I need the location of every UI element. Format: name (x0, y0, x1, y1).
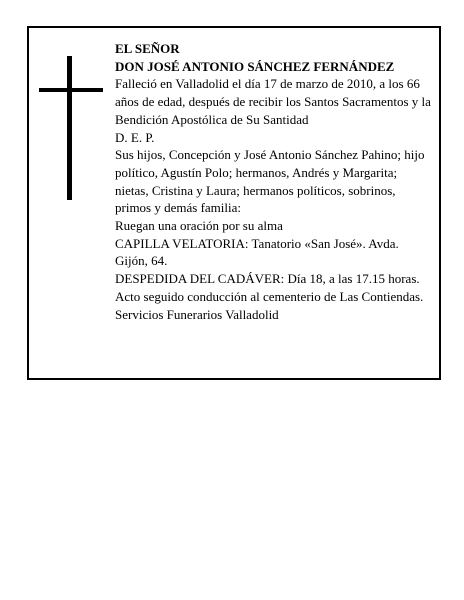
family-list: Sus hijos, Concepción y José Antonio Sánchez Pahino; hijo político, Agustín Polo; hermanos, Andrés y Margarita; nietas, Cristina y Laura; hermanos políticos, sobrinos, primos y demás familia: (115, 147, 425, 216)
chapel-info: CAPILLA VELATORIA: Tanatorio «San José». Avda. Gijón, 64. (115, 235, 399, 269)
cross-horizontal-bar (39, 88, 103, 92)
rip-text: D. E. P. (115, 129, 155, 145)
farewell-info: DESPEDIDA DEL CADÁVER: Día 18, a las 17.15 horas. Acto seguido conducción al cementerio de Las Contiendas. (115, 271, 424, 304)
death-info: Falleció en Valladolid el día 17 de marzo de 2010, a los 66 años de edad, después de recibir los Santos Sacramentos y la Bendición Apostólica de Su Santidad (115, 76, 431, 127)
funeral-services: Servicios Funerarios Valladolid (115, 306, 279, 322)
obituary-notice (27, 26, 441, 380)
deceased-name: DON JOSÉ ANTONIO SÁNCHEZ FERNÁNDEZ (115, 58, 395, 74)
cross-vertical-bar (67, 56, 72, 200)
notice-text (115, 40, 433, 323)
prayer-request: Ruegan una oración por su alma (115, 218, 283, 234)
notice-heading: EL SEÑOR (115, 41, 180, 56)
cross-icon (39, 56, 103, 200)
